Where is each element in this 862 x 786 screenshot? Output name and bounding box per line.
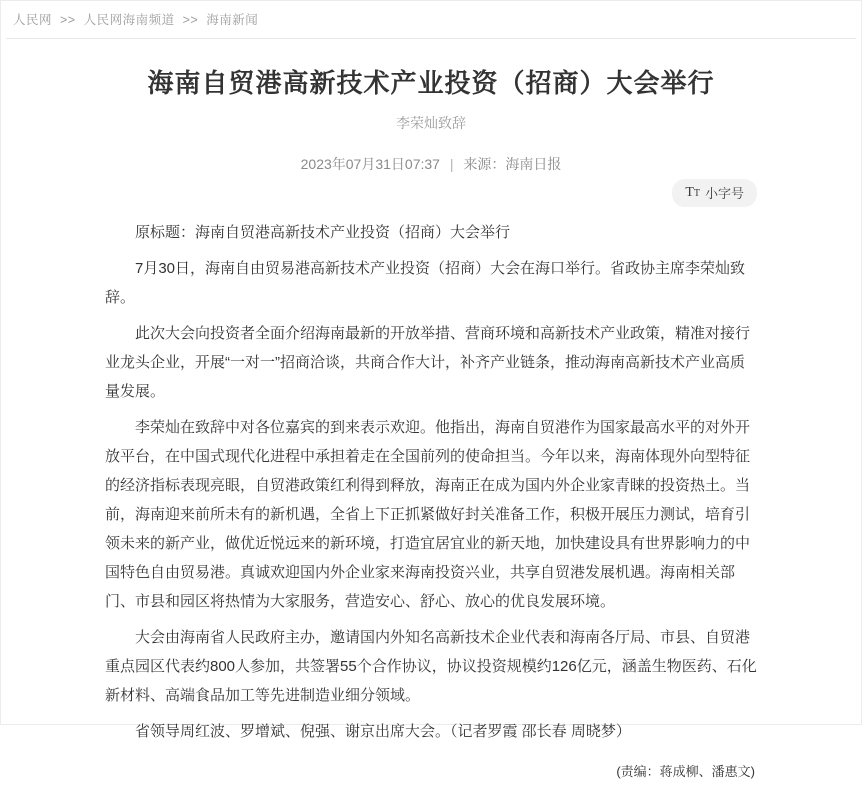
article-paragraph: 大会由海南省人民政府主办，邀请国内外知名高新技术企业代表和海南各厅局、市县、自贸港重点园区代表约800人参加，共签署55个合作协议，协议投资规模约126亿元，涵盖生物医药、石化新材料、高端食品加工等先进制造业细分领域。 [105, 629, 757, 704]
original-title-label: 原标题： [135, 224, 196, 241]
article-paragraph: 李荣灿在致辞中对各位嘉宾的到来表示欢迎。他指出，海南自贸港作为国家最高水平的对外开放平台，在中国式现代化进程中承担着走在全国前列的使命担当。今年以来，海南体现外向型特征的经济指标表现亮眼，自贸港政策红利得到释放，海南正在成为国内外企业家青睐的投资热土。当前，海南迎来前所未有的新机遇，全省上下正抓紧做好封关准备工作，积极开展压力测试，培育引领未来的新产业，做优近悦远来的新环境，打造宜居宜业的新天地，加快建设具有世界影响力的中国特色自由贸易港。真诚欢迎国内外企业家来海南投资兴业，共享自贸港发展机遇。海南相关部门、市县和园区将热情为大家服务，营造安心、舒心、放心的优良发展环境。 [105, 419, 751, 610]
breadcrumb-divider [6, 38, 856, 39]
page-title: 海南自贸港高新技术产业投资（招商）大会举行 [147, 68, 715, 98]
breadcrumb-link-hainan-news[interactable]: 海南新闻 [206, 13, 259, 27]
breadcrumb-link-hainan-channel[interactable]: 人民网海南频道 [83, 13, 175, 27]
article-meta [105, 154, 757, 174]
breadcrumb-link-peoples-daily[interactable]: 人民网 [13, 13, 53, 27]
article-subtitle: 李荣灿致辞 [396, 115, 466, 131]
editor-credit: (责编：蒋成柳、潘惠文) [616, 764, 755, 779]
source-link[interactable]: 海南日报 [505, 156, 562, 172]
font-size-label: 小字号 [704, 186, 744, 201]
meta-separator: | [449, 156, 454, 172]
article-toolbar [105, 179, 757, 205]
font-size-icon: TT [685, 185, 700, 200]
breadcrumb-separator: >> [182, 13, 199, 27]
article-container [105, 66, 757, 786]
original-title-text: 海南自贸港高新技术产业投资（招商）大会举行 [195, 224, 511, 241]
source-label: 来源： [463, 156, 506, 172]
font-size-button[interactable] [672, 179, 757, 207]
original-title-line [105, 218, 757, 247]
article-paragraph: 此次大会向投资者全面介绍海南最新的开放举措、营商环境和高新技术产业政策，精准对接行业龙头企业，开展“一对一”招商洽谈，共商合作大计，补齐产业链条，推动海南高新技术产业高质量发展。 [105, 325, 751, 400]
article-paragraph: 7月30日，海南自由贸易港高新技术产业投资（招商）大会在海口举行。省政协主席李荣灿致辞。 [105, 260, 746, 306]
publish-date: 2023年07月31日07:37 [300, 156, 440, 172]
article-body [105, 218, 757, 786]
breadcrumb-separator: >> [60, 13, 76, 27]
article-paragraph: 省领导周红波、罗增斌、倪强、谢京出席大会。（记者罗霞 邵长春 周晓梦） [135, 723, 631, 740]
breadcrumb [1, 1, 861, 38]
